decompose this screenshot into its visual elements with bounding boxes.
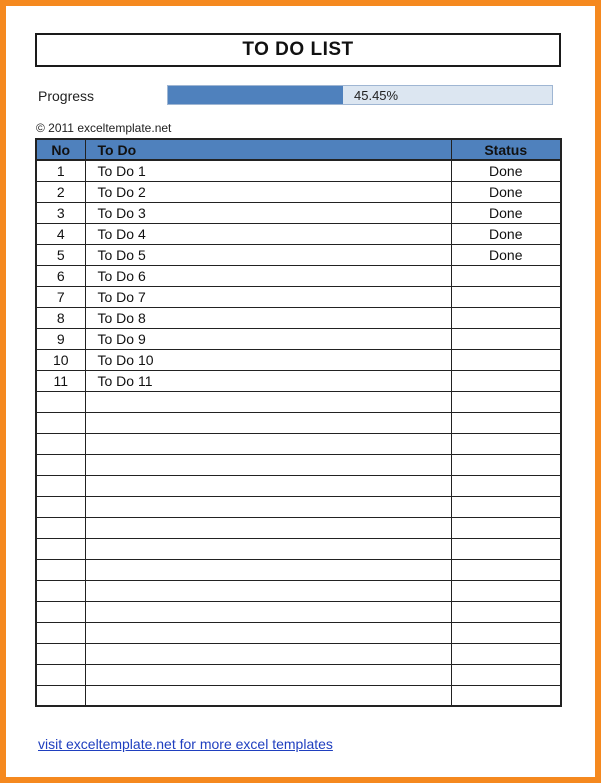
cell-status[interactable] <box>451 496 561 517</box>
progress-label: Progress <box>38 88 95 104</box>
table-row <box>36 370 561 391</box>
cell-todo[interactable] <box>85 580 451 601</box>
table-row <box>36 496 561 517</box>
column-header-todo: To Do <box>85 139 451 160</box>
cell-no[interactable]: 11 <box>36 370 85 391</box>
cell-todo[interactable]: To Do 8 <box>85 307 451 328</box>
table-row <box>36 643 561 664</box>
table-row <box>36 265 561 286</box>
cell-status[interactable] <box>451 685 561 706</box>
table-row <box>36 580 561 601</box>
table-row <box>36 349 561 370</box>
table-header-row <box>36 139 561 160</box>
table-row <box>36 244 561 265</box>
cell-no[interactable]: 8 <box>36 307 85 328</box>
cell-no[interactable] <box>36 664 85 685</box>
cell-status[interactable] <box>451 622 561 643</box>
cell-no[interactable] <box>36 391 85 412</box>
table-row <box>36 538 561 559</box>
table-row <box>36 307 561 328</box>
table-row <box>36 433 561 454</box>
cell-status[interactable] <box>451 580 561 601</box>
table-row <box>36 517 561 538</box>
cell-no[interactable] <box>36 496 85 517</box>
todo-table <box>35 138 562 707</box>
cell-status[interactable] <box>451 286 561 307</box>
cell-no[interactable] <box>36 622 85 643</box>
cell-status[interactable]: Done <box>451 244 561 265</box>
cell-no[interactable]: 9 <box>36 328 85 349</box>
cell-status[interactable] <box>451 265 561 286</box>
cell-todo[interactable] <box>85 433 451 454</box>
cell-todo[interactable]: To Do 7 <box>85 286 451 307</box>
footer-link[interactable]: visit exceltemplate.net for more excel templates <box>38 736 333 752</box>
table-row <box>36 454 561 475</box>
cell-no[interactable]: 5 <box>36 244 85 265</box>
table-row <box>36 181 561 202</box>
cell-no[interactable] <box>36 412 85 433</box>
cell-no[interactable] <box>36 475 85 496</box>
cell-todo[interactable] <box>85 622 451 643</box>
table-row <box>36 475 561 496</box>
cell-status[interactable]: Done <box>451 223 561 244</box>
table-row <box>36 664 561 685</box>
cell-status[interactable]: Done <box>451 181 561 202</box>
cell-status[interactable] <box>451 538 561 559</box>
progress-value: 45.45% <box>354 87 399 103</box>
cell-todo[interactable] <box>85 643 451 664</box>
table-row <box>36 391 561 412</box>
cell-no[interactable]: 4 <box>36 223 85 244</box>
cell-no[interactable] <box>36 433 85 454</box>
cell-no[interactable]: 1 <box>36 160 85 181</box>
cell-no[interactable]: 3 <box>36 202 85 223</box>
cell-no[interactable]: 10 <box>36 349 85 370</box>
cell-status[interactable] <box>451 559 561 580</box>
cell-todo[interactable] <box>85 601 451 622</box>
cell-todo[interactable] <box>85 475 451 496</box>
cell-status[interactable] <box>451 391 561 412</box>
cell-no[interactable] <box>36 517 85 538</box>
cell-todo[interactable]: To Do 6 <box>85 265 451 286</box>
cell-todo[interactable]: To Do 3 <box>85 202 451 223</box>
cell-todo[interactable]: To Do 1 <box>85 160 451 181</box>
page-title: TO DO LIST <box>35 33 561 67</box>
cell-status[interactable] <box>451 349 561 370</box>
cell-no[interactable]: 2 <box>36 181 85 202</box>
cell-status[interactable] <box>451 328 561 349</box>
cell-todo[interactable] <box>85 559 451 580</box>
table-row <box>36 412 561 433</box>
table-row <box>36 328 561 349</box>
cell-todo[interactable] <box>85 391 451 412</box>
table-row <box>36 223 561 244</box>
cell-status[interactable] <box>451 454 561 475</box>
table-row <box>36 601 561 622</box>
cell-status[interactable]: Done <box>451 160 561 181</box>
cell-status[interactable] <box>451 517 561 538</box>
cell-todo[interactable] <box>85 538 451 559</box>
table-row <box>36 160 561 181</box>
copyright-notice: © 2011 exceltemplate.net <box>36 121 172 135</box>
cell-status[interactable] <box>451 433 561 454</box>
table-row <box>36 622 561 643</box>
table-row <box>36 202 561 223</box>
progress-bar <box>167 85 553 105</box>
cell-status[interactable] <box>451 370 561 391</box>
column-header-no: No <box>36 139 85 160</box>
cell-todo[interactable] <box>85 685 451 706</box>
cell-todo[interactable] <box>85 664 451 685</box>
cell-no[interactable] <box>36 601 85 622</box>
table-row <box>36 559 561 580</box>
cell-todo[interactable] <box>85 517 451 538</box>
cell-todo[interactable]: To Do 9 <box>85 328 451 349</box>
progress-fill <box>168 86 343 104</box>
cell-todo[interactable]: To Do 4 <box>85 223 451 244</box>
cell-todo[interactable]: To Do 2 <box>85 181 451 202</box>
cell-no[interactable]: 7 <box>36 286 85 307</box>
cell-status[interactable] <box>451 601 561 622</box>
cell-todo[interactable] <box>85 496 451 517</box>
cell-todo[interactable] <box>85 412 451 433</box>
cell-no[interactable] <box>36 643 85 664</box>
cell-status[interactable]: Done <box>451 202 561 223</box>
cell-no[interactable] <box>36 538 85 559</box>
cell-no[interactable] <box>36 685 85 706</box>
cell-todo[interactable]: To Do 11 <box>85 370 451 391</box>
cell-status[interactable] <box>451 307 561 328</box>
cell-status[interactable] <box>451 664 561 685</box>
cell-no[interactable] <box>36 580 85 601</box>
cell-status[interactable] <box>451 475 561 496</box>
cell-status[interactable] <box>451 643 561 664</box>
cell-todo[interactable] <box>85 454 451 475</box>
cell-no[interactable] <box>36 454 85 475</box>
cell-no[interactable]: 6 <box>36 265 85 286</box>
cell-todo[interactable]: To Do 5 <box>85 244 451 265</box>
table-row <box>36 286 561 307</box>
cell-todo[interactable]: To Do 10 <box>85 349 451 370</box>
cell-status[interactable] <box>451 412 561 433</box>
table-row <box>36 685 561 706</box>
cell-no[interactable] <box>36 559 85 580</box>
column-header-status: Status <box>451 139 561 160</box>
